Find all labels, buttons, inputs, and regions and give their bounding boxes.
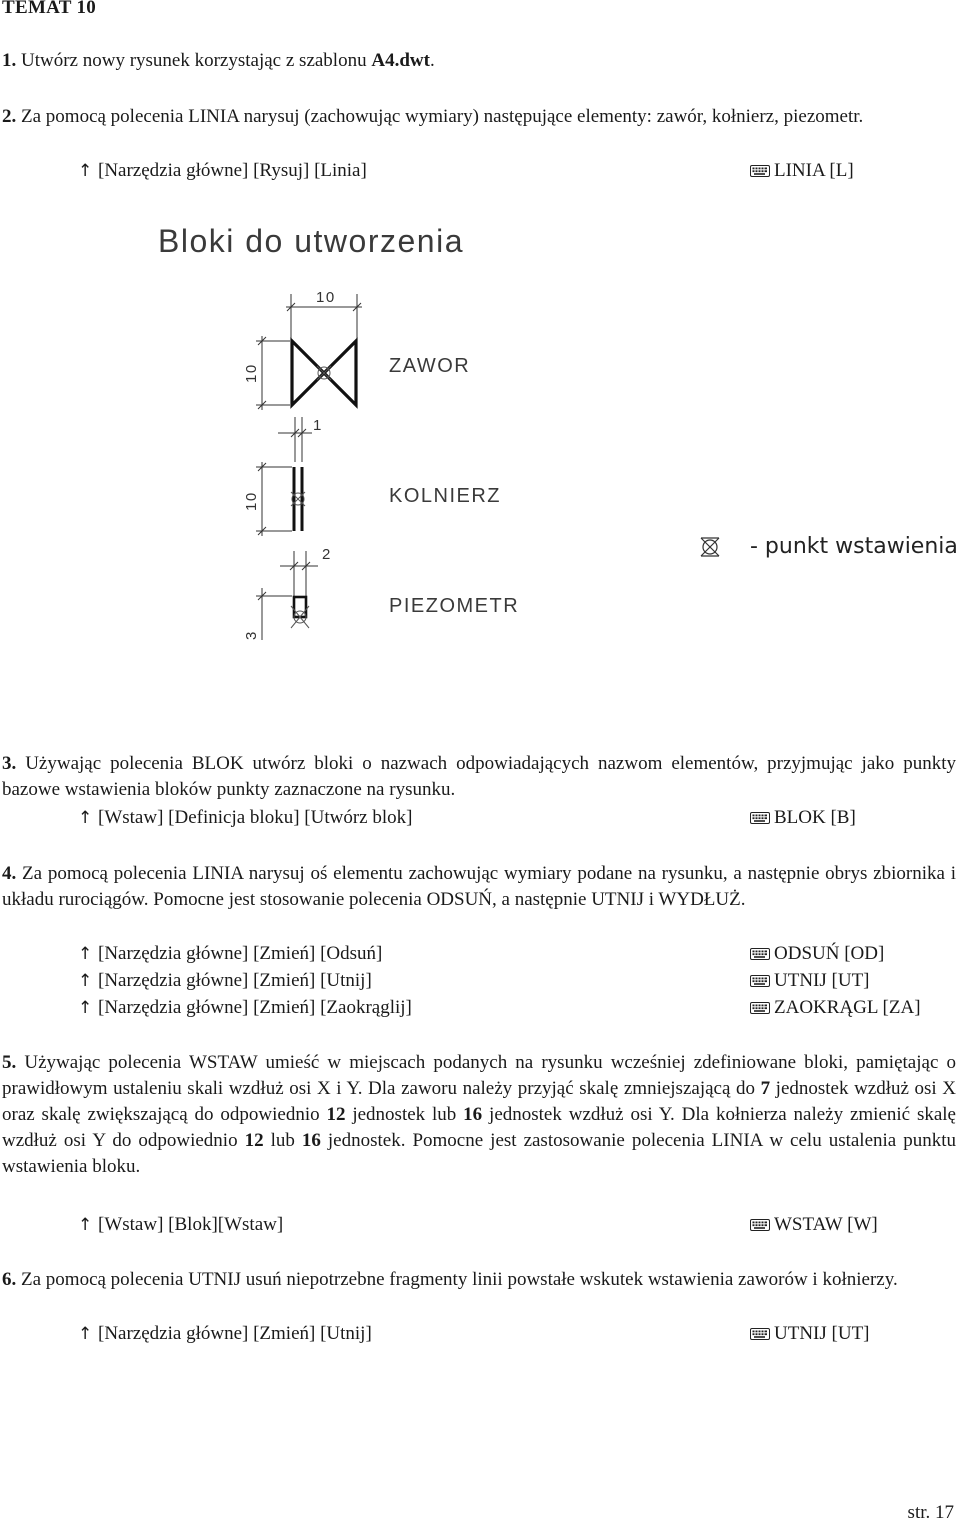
step-text: Używając polecenia BLOK utwórz bloki o nazwach odpowiadających nazwom elementów, przyjmując jako punkty bazowe wstawienia bloków punkty zaznaczone na rysunku. (2, 753, 956, 800)
command-row-odsun (78, 941, 938, 967)
cad-drawing (0, 200, 960, 650)
command-row-blok (78, 805, 938, 831)
keyboard-icon (750, 1219, 770, 1231)
insertion-point-icon (317, 366, 331, 380)
up-arrow-icon: ↑ (78, 971, 93, 991)
label-kolnierz: KOLNIERZ (389, 485, 502, 507)
up-arrow-icon: ↑ (78, 998, 93, 1018)
dim-kolnierz-height: 10 (243, 491, 260, 511)
menu-path: ↑ [Wstaw] [Definicja bloku] [Utwórz blok] (78, 805, 412, 831)
step-4 (2, 861, 956, 913)
keyboard-command: WSTAW [W] (750, 1212, 878, 1238)
keyboard-command: BLOK [B] (750, 805, 856, 831)
keyboard-command: LINIA [L] (750, 158, 854, 184)
dim-piezometr-height: 3 (243, 630, 260, 640)
insertion-point-icon (701, 538, 719, 556)
legend-text: - punkt wstawienia (750, 534, 958, 559)
step-text: Za pomocą polecenia LINIA narysuj (zachowując wymiary) następujące elementy: zawór, kołnierz, piezometr. (16, 106, 864, 127)
menu-path: ↑ [Narzędzia główne] [Zmień] [Utnij] (78, 1321, 372, 1347)
template-name: A4.dwt (371, 50, 430, 71)
step-number: 3. (2, 753, 17, 774)
command-row-linia (78, 158, 938, 184)
menu-path: ↑ [Narzędzia główne] [Rysuj] [Linia] (78, 158, 367, 184)
menu-path: ↑ [Narzędzia główne] [Zmień] [Odsuń] (78, 941, 382, 967)
keyboard-command: ZAOKRĄGL [ZA] (750, 995, 921, 1021)
step-2 (2, 104, 956, 130)
step-text: Za pomocą polecenia UTNIJ usuń niepotrzebne fragmenty linii powstałe wskutek wstawienia zaworów i kołnierzy. (16, 1269, 898, 1290)
menu-path: ↑ [Narzędzia główne] [Zmień] [Utnij] (78, 968, 372, 994)
dim-kolnierz-gap: 1 (313, 417, 323, 434)
step-text-end: . (429, 50, 435, 71)
command-row-utnij-2 (78, 1321, 938, 1347)
up-arrow-icon: ↑ (78, 1324, 93, 1344)
keyboard-icon (750, 975, 770, 987)
label-piezometr: PIEZOMETR (389, 595, 520, 617)
keyboard-icon (750, 948, 770, 960)
page-number: str. 17 (907, 1502, 954, 1523)
menu-path: ↑ [Wstaw] [Blok][Wstaw] (78, 1212, 283, 1238)
command-row-zaokraglij (78, 995, 938, 1021)
step-text: Za pomocą polecenia LINIA narysuj oś elementu zachowując wymiary podane na rysunku, a następnie obrys zbiornika i układu rurociągów. Pomocne jest stosowanie polecenia ODSUŃ, a następnie UTNIJ i WYDŁUŻ. (2, 863, 956, 910)
keyboard-icon (750, 1002, 770, 1014)
step-text: Utwórz nowy rysunek korzystając z szablonu (16, 50, 372, 71)
up-arrow-icon: ↑ (78, 944, 93, 964)
up-arrow-icon: ↑ (78, 808, 93, 828)
keyboard-command: ODSUŃ [OD] (750, 941, 884, 967)
drawing-title: Bloki do utworzenia (158, 223, 464, 259)
keyboard-icon (750, 1328, 770, 1340)
step-number: 5. (2, 1052, 17, 1073)
command-row-utnij (78, 968, 938, 994)
step-number: 6. (2, 1269, 17, 1290)
step-6 (2, 1267, 956, 1293)
keyboard-command: UTNIJ [UT] (750, 968, 870, 994)
up-arrow-icon: ↑ (78, 161, 93, 181)
piezometr-symbol (294, 597, 306, 617)
step-number: 2. (2, 106, 17, 127)
step-5: 5. Używając polecenia WSTAW umieść w miejscach podanych na rysunku wcześniej zdefiniowane bloki, pamiętając o prawidłowym ustaleniu skali wzdłuż osi X i Y. Dla zaworu należy przyjąć skalę zmniejszającą do 7 jednostek wzdłuż osi X oraz skalę zwiększającą do odpowiednio 12 jednostek lub 16 jednostek wzdłuż osi Y. Dla kołnierza należy zmienić skalę wzdłuż osi Y do odpowiednio 12 lub 16 jednostek. Pomocne jest zastosowanie polecenia LINIA w celu ustalenia punktu wstawienia bloku. (2, 1052, 957, 1177)
dim-zawor-height: 10 (243, 363, 260, 383)
up-arrow-icon: ↑ (78, 1215, 93, 1235)
command-row-wstaw (78, 1212, 938, 1238)
keyboard-icon (750, 165, 770, 177)
keyboard-command: UTNIJ [UT] (750, 1321, 870, 1347)
keyboard-icon (750, 812, 770, 824)
insertion-point-icon (291, 606, 309, 628)
dim-piezometr-width: 2 (322, 546, 332, 563)
menu-path: ↑ [Narzędzia główne] [Zmień] [Zaokrąglij] (78, 995, 412, 1021)
step-3 (2, 751, 956, 803)
page-heading: TEMAT 10 (2, 0, 97, 18)
step-number: 4. (2, 863, 17, 884)
dim-zawor-width: 10 (316, 289, 336, 306)
step-1 (2, 48, 956, 74)
label-zawor: ZAWOR (389, 355, 471, 377)
step-number: 1. (2, 50, 17, 71)
